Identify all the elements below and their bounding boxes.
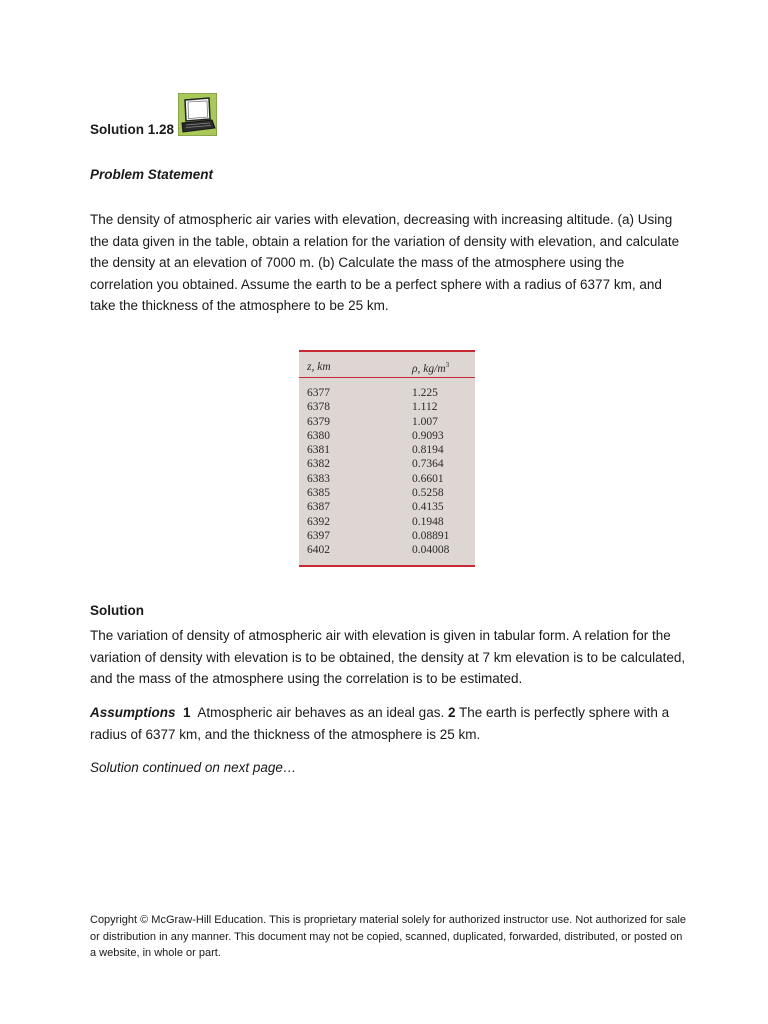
problem-statement-label: Problem Statement xyxy=(90,167,214,182)
solution-label: Solution xyxy=(90,603,144,618)
density-cell: 0.8194 xyxy=(412,444,444,457)
density-cell: 1.225 xyxy=(412,387,438,399)
problem-text: The density of atmospheric air varies with elevation, decreasing with increasing altitude. (a) Using the data given in the table, obtain a relation for the variation of density with elevation, and calculate the density at an elevation of 7000 m. (b) Calculate the mass of the atmosphere using the correlation you obtained. Assume the earth to be a perfect sphere with a radius of 6377 km, and take the thickness of the atmosphere to be 25 km. xyxy=(90,212,680,314)
density-cell: 0.5258 xyxy=(412,487,444,500)
table-row xyxy=(299,457,475,471)
density-cell: 0.6601 xyxy=(412,472,444,485)
table-row xyxy=(299,386,475,400)
assumptions-label: Assumptions xyxy=(90,705,176,720)
solution-text: The variation of density of atmospheric air with elevation is given in tabular form. A relation for the variation of density with elevation is to be obtained, the density at 7 km elevation is to be calculated, and the mass of the atmosphere using the correlation is to be estimated. xyxy=(90,628,686,687)
density-unit-superscript: 3 xyxy=(445,361,450,369)
elevation-cell: 6402 xyxy=(307,544,330,557)
table-row xyxy=(299,429,475,443)
density-cell: 1.112 xyxy=(412,401,438,414)
density-cell: 0.4135 xyxy=(412,501,444,514)
elevation-cell: 6377 xyxy=(307,387,330,399)
density-cell: 0.08891 xyxy=(412,529,450,542)
elevation-cell: 6381 xyxy=(307,444,330,457)
assumption-1-number: 1 xyxy=(183,705,191,720)
density-cell: 0.7364 xyxy=(412,458,444,471)
table-row xyxy=(299,543,475,557)
elevation-cell: 6380 xyxy=(307,429,330,442)
elevation-cell: 6392 xyxy=(307,515,330,528)
table-row xyxy=(299,443,475,457)
density-cell: 1.007 xyxy=(412,415,438,428)
assumption-2-number: 2 xyxy=(447,705,456,720)
table-row xyxy=(299,486,475,500)
table-row xyxy=(299,415,475,429)
copyright-notice: Copyright © McGraw-Hill Education. This is proprietary material solely for authorized instructor use. Not authorized for sale or distribution in any manner. This document may not be copied, scanned, duplicated, forwarded, distributed, or posted on a website, in whole or part. xyxy=(90,914,687,959)
elevation-cell: 6382 xyxy=(307,458,330,471)
laptop-icon xyxy=(178,93,217,136)
table-header xyxy=(299,352,475,378)
table-row xyxy=(299,472,475,486)
density-table xyxy=(299,350,475,567)
elevation-cell: 6379 xyxy=(307,415,330,428)
elevation-cell: 6383 xyxy=(307,472,330,485)
assumptions-paragraph xyxy=(90,702,690,745)
column-header-elevation: z, km xyxy=(307,361,331,373)
density-cell: 0.04008 xyxy=(412,544,450,557)
assumption-2-text: The earth is perfectly sphere with a radius of 6377 km, and the thickness of the atmosphere is 25 km. xyxy=(90,705,670,742)
table-body xyxy=(299,386,475,558)
density-cell: 0.9093 xyxy=(412,429,444,442)
density-unit-label: ρ, kg/m xyxy=(412,362,446,375)
table-row xyxy=(299,529,475,543)
continued-note: Solution continued on next page… xyxy=(90,760,297,775)
column-header-density xyxy=(412,361,449,375)
table-row xyxy=(299,500,475,514)
elevation-cell: 6387 xyxy=(307,501,330,514)
elevation-cell: 6385 xyxy=(307,487,330,500)
elevation-cell: 6378 xyxy=(307,401,330,414)
density-cell: 0.1948 xyxy=(412,515,444,528)
table-row xyxy=(299,400,475,414)
table-row xyxy=(299,515,475,529)
assumption-1-text: Atmospheric air behaves as an ideal gas. xyxy=(197,705,445,720)
elevation-cell: 6397 xyxy=(307,529,330,542)
solution-heading: Solution 1.28 xyxy=(90,122,175,137)
